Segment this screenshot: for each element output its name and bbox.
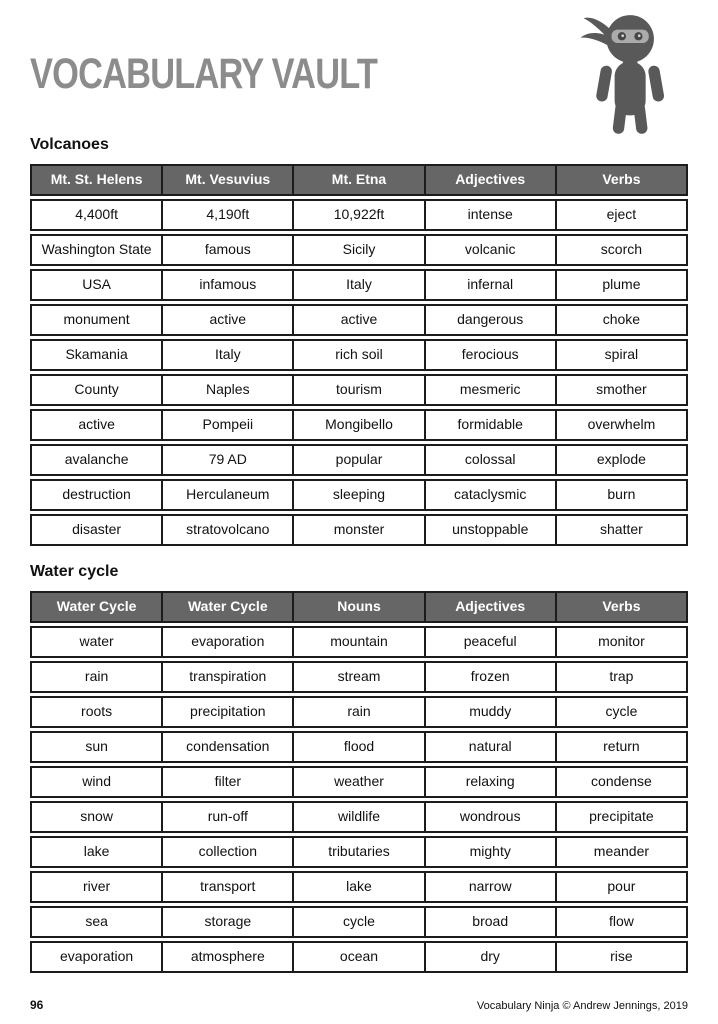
- table-cell: smother: [555, 376, 686, 404]
- table-cell: condense: [555, 768, 686, 796]
- table-cell: tourism: [292, 376, 423, 404]
- table-cell: wondrous: [424, 803, 555, 831]
- table-row: [30, 906, 688, 938]
- table-cell: trap: [555, 663, 686, 691]
- table-cell: relaxing: [424, 768, 555, 796]
- table-cell: overwhelm: [555, 411, 686, 439]
- column-header: Verbs: [555, 166, 686, 194]
- table-cell: eject: [555, 201, 686, 229]
- table-cell: Sicily: [292, 236, 423, 264]
- table-cell: broad: [424, 908, 555, 936]
- table-cell: formidable: [424, 411, 555, 439]
- table-cell: USA: [82, 276, 111, 292]
- table-row: [30, 234, 688, 266]
- page-footer: [30, 998, 688, 1012]
- table-cell: unstoppable: [424, 516, 555, 544]
- table-cell: dry: [424, 943, 555, 971]
- table-header-row: [30, 591, 688, 623]
- table-cell: rise: [555, 943, 686, 971]
- table-cell: water: [79, 633, 114, 649]
- column-header: Water Cycle: [56, 598, 137, 614]
- table-cell: precipitation: [161, 698, 292, 726]
- table-cell: narrow: [424, 873, 555, 901]
- table-cell: stratovolcano: [161, 516, 292, 544]
- table-cell: meander: [555, 838, 686, 866]
- table-cell: Mongibello: [292, 411, 423, 439]
- water-cycle-table: [30, 591, 688, 973]
- page-header: [30, 0, 688, 136]
- table-cell: rich soil: [292, 341, 423, 369]
- table-cell: wind: [82, 773, 111, 789]
- table-cell: active: [78, 416, 115, 432]
- section-volcanoes: [30, 136, 688, 546]
- table-cell: dangerous: [424, 306, 555, 334]
- table-row: [30, 514, 688, 546]
- table-cell: condensation: [161, 733, 292, 761]
- table-cell: snow: [80, 808, 113, 824]
- table-cell: 10,922ft: [292, 201, 423, 229]
- table-cell: famous: [161, 236, 292, 264]
- section-water-cycle: [30, 563, 688, 973]
- table-cell: peaceful: [424, 628, 555, 656]
- table-row: [30, 339, 688, 371]
- table-cell: storage: [161, 908, 292, 936]
- section-heading-volcanoes: Volcanoes: [30, 136, 109, 153]
- table-cell: pour: [555, 873, 686, 901]
- table-row: [30, 304, 688, 336]
- table-cell: popular: [292, 446, 423, 474]
- table-cell: muddy: [424, 698, 555, 726]
- table-row: [30, 731, 688, 763]
- table-cell: mountain: [292, 628, 423, 656]
- column-header: Mt. St. Helens: [50, 171, 143, 187]
- table-cell: active: [161, 306, 292, 334]
- table-row: [30, 374, 688, 406]
- column-header: Verbs: [555, 593, 686, 621]
- table-cell: return: [555, 733, 686, 761]
- table-cell: disaster: [72, 521, 122, 537]
- table-cell: Italy: [292, 271, 423, 299]
- table-row: [30, 836, 688, 868]
- table-cell: filter: [161, 768, 292, 796]
- table-cell: flow: [555, 908, 686, 936]
- table-row: [30, 479, 688, 511]
- column-header: Nouns: [292, 593, 423, 621]
- table-cell: tributaries: [292, 838, 423, 866]
- table-cell: 4,190ft: [161, 201, 292, 229]
- volcanoes-table: [30, 164, 688, 546]
- table-cell: cycle: [555, 698, 686, 726]
- column-header: Mt. Vesuvius: [161, 166, 292, 194]
- table-cell: avalanche: [64, 451, 129, 467]
- table-cell: atmosphere: [161, 943, 292, 971]
- column-header: Water Cycle: [161, 593, 292, 621]
- table-row: [30, 269, 688, 301]
- table-cell: evaporation: [161, 628, 292, 656]
- table-cell: sleeping: [292, 481, 423, 509]
- footer-credit: Vocabulary Ninja © Andrew Jennings, 2019: [476, 1000, 688, 1012]
- table-cell: mighty: [424, 838, 555, 866]
- table-cell: destruction: [62, 486, 131, 502]
- table-cell: natural: [424, 733, 555, 761]
- table-cell: colossal: [424, 446, 555, 474]
- table-cell: infamous: [161, 271, 292, 299]
- table-cell: rain: [292, 698, 423, 726]
- table-row: [30, 444, 688, 476]
- table-cell: plume: [555, 271, 686, 299]
- table-cell: stream: [292, 663, 423, 691]
- column-header: Adjectives: [424, 166, 555, 194]
- table-row: [30, 626, 688, 658]
- table-cell: wildlife: [292, 803, 423, 831]
- table-cell: Naples: [161, 376, 292, 404]
- column-header: Adjectives: [424, 593, 555, 621]
- page-title: VOCABULARY VAULT: [30, 50, 378, 98]
- table-cell: monument: [63, 311, 130, 327]
- table-cell: transport: [161, 873, 292, 901]
- table-cell: choke: [555, 306, 686, 334]
- table-cell: 4,400ft: [75, 206, 119, 222]
- table-cell: frozen: [424, 663, 555, 691]
- table-cell: volcanic: [424, 236, 555, 264]
- table-cell: ocean: [292, 943, 423, 971]
- table-cell: transpiration: [161, 663, 292, 691]
- table-cell: cycle: [292, 908, 423, 936]
- table-cell: river: [82, 878, 111, 894]
- table-row: [30, 801, 688, 833]
- table-cell: explode: [555, 446, 686, 474]
- table-cell: active: [292, 306, 423, 334]
- table-cell: lake: [292, 873, 423, 901]
- table-cell: shatter: [555, 516, 686, 544]
- table-cell: Italy: [161, 341, 292, 369]
- table-cell: weather: [292, 768, 423, 796]
- table-cell: flood: [292, 733, 423, 761]
- table-cell: scorch: [555, 236, 686, 264]
- table-cell: precipitate: [555, 803, 686, 831]
- table-row: [30, 409, 688, 441]
- table-row: [30, 871, 688, 903]
- table-cell: run-off: [161, 803, 292, 831]
- table-cell: sea: [85, 913, 108, 929]
- table-row: [30, 199, 688, 231]
- table-cell: monitor: [555, 628, 686, 656]
- table-cell: Washington State: [41, 241, 152, 257]
- table-cell: Skamania: [65, 346, 128, 362]
- table-cell: burn: [555, 481, 686, 509]
- table-cell: rain: [84, 668, 109, 684]
- table-cell: lake: [83, 843, 110, 859]
- table-row: [30, 661, 688, 693]
- table-cell: infernal: [424, 271, 555, 299]
- table-cell: ferocious: [424, 341, 555, 369]
- table-cell: collection: [161, 838, 292, 866]
- table-cell: cataclysmic: [424, 481, 555, 509]
- table-cell: evaporation: [60, 948, 134, 964]
- ninja-mascot-icon: [574, 12, 678, 134]
- table-row: [30, 941, 688, 973]
- table-cell: sun: [85, 738, 108, 754]
- section-heading-water-cycle: Water cycle: [30, 563, 119, 580]
- table-cell: monster: [292, 516, 423, 544]
- table-cell: 79 AD: [161, 446, 292, 474]
- column-header: Mt. Etna: [292, 166, 423, 194]
- table-row: [30, 696, 688, 728]
- table-cell: County: [74, 381, 119, 397]
- table-cell: Herculaneum: [161, 481, 292, 509]
- table-cell: spiral: [555, 341, 686, 369]
- table-header-row: [30, 164, 688, 196]
- table-row: [30, 766, 688, 798]
- table-cell: Pompeii: [161, 411, 292, 439]
- page-number: 96: [30, 998, 44, 1012]
- table-cell: roots: [81, 703, 113, 719]
- table-cell: mesmeric: [424, 376, 555, 404]
- table-cell: intense: [424, 201, 555, 229]
- ninja-mask: [612, 30, 649, 43]
